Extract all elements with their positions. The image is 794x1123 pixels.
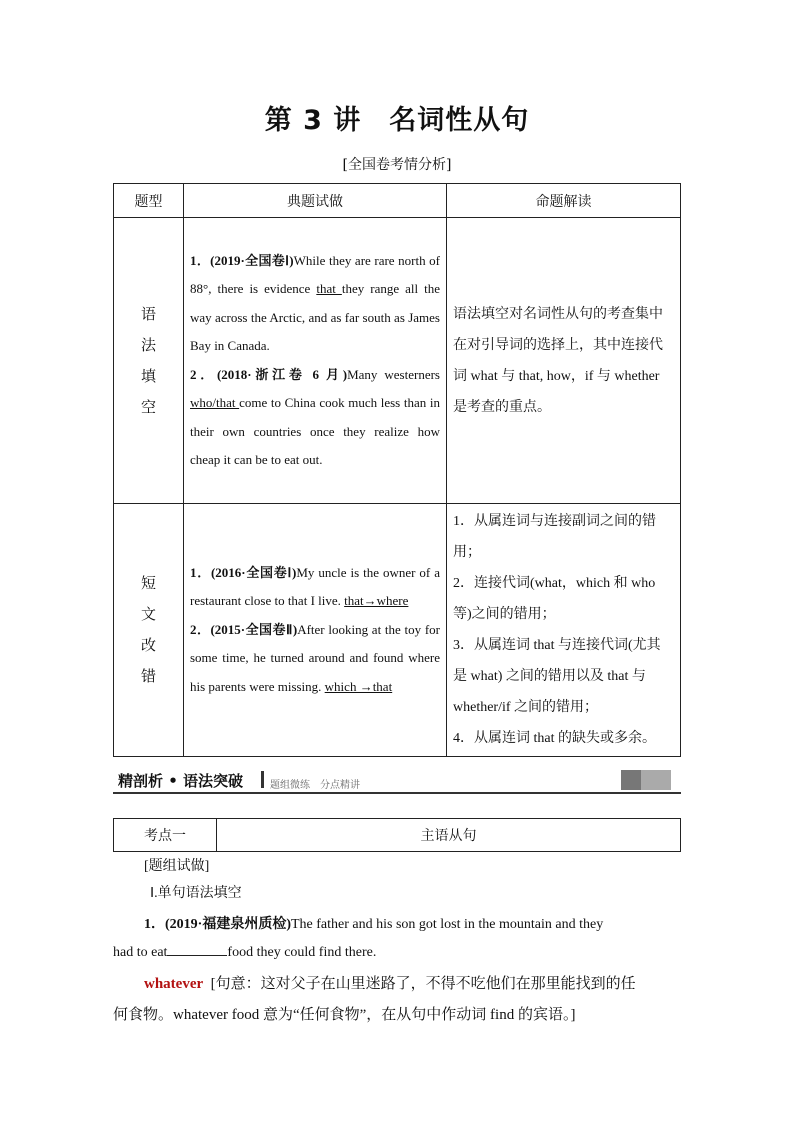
item-text: come to China cook much less than in their own countries once they realize how cheap it can be to eat out. [190, 395, 440, 467]
point-topic: 主语从句 [217, 819, 681, 852]
banner-subtitle: 题组微练 分点精讲 [270, 780, 360, 791]
type-char: 错 [140, 667, 156, 685]
item-text: After looking at the toy for some time, he turned around and found where his parents were missing. [190, 621, 440, 694]
examples-cell [184, 218, 447, 504]
type-cell [114, 218, 184, 504]
question-text: food they could find there. [227, 945, 377, 960]
item-source: (2016·全国卷Ⅰ) [210, 564, 297, 580]
header-type: 题型 [114, 184, 184, 218]
explanation-text: [句意：这对父子在山里迷路了，不得不吃他们在那里能找到的任 [210, 976, 636, 992]
analysis-cell [447, 504, 681, 757]
header-analysis: 命题解读 [447, 184, 681, 218]
examples-cell [184, 504, 447, 757]
answer-text: whatever [144, 976, 204, 992]
item-source: (2018·浙江卷 6 月) [216, 366, 348, 382]
analysis-cell [447, 218, 681, 504]
question-line [144, 913, 684, 933]
type-char: 填 [140, 366, 156, 385]
item-number: 2． [190, 621, 211, 637]
item-answer: that→where [344, 593, 409, 609]
analysis-text: 语法填空对名词性从句的考查集中在对引导词的选择上，其中连接代词 what 与 that, how，if 与 whether 是考查的重点。 [453, 306, 663, 415]
item-source: (2019·全国卷Ⅰ) [210, 252, 294, 268]
example-item [190, 559, 440, 616]
page-title: 第 3 讲 名词性从句 [264, 105, 530, 136]
item-number: 2． [190, 366, 217, 382]
item-text: While they are rare north of 88°, there is evidence [190, 252, 440, 296]
section-banner [113, 768, 681, 794]
table-row [114, 218, 681, 504]
type-char: 文 [140, 605, 156, 623]
analysis-text: 1．从属连词与连接副词之间的错用； [453, 514, 656, 560]
answer-blank [167, 943, 227, 956]
explanation-text: 何食物。whatever food 意为“任何食物”，在从句中作动词 find 的宾语。] [113, 1007, 576, 1023]
analysis-text: 2．连接代词(what，which 和 who 等)之间的错用； [453, 576, 656, 622]
item-source: (2015·全国卷Ⅱ) [210, 621, 298, 637]
table-caption: [全国卷考情分析] [342, 157, 452, 173]
type-char: 改 [140, 636, 156, 654]
point-row [114, 819, 681, 852]
analysis-text: 4．从属连词 that 的缺失或多余。 [453, 731, 656, 746]
type-char: 法 [140, 335, 156, 354]
table-header-row [114, 184, 681, 218]
analysis-text: 3．从属连词 that 与连接代词(尤其是 what) 之间的错用以及 that 与 whether/if 之间的错用； [453, 638, 661, 715]
question-source: 1．(2019·福建泉州质检) [144, 917, 291, 932]
banner-title: 精剖析 • 语法突破 [118, 772, 244, 790]
exam-analysis-table [113, 183, 681, 757]
example-item [190, 247, 440, 361]
table-row [114, 504, 681, 757]
question-line [113, 943, 376, 961]
item-answer: who/that [190, 395, 240, 410]
banner-decoration [621, 770, 671, 790]
group-label: [题组试做] [144, 859, 210, 874]
question-text: had to eat [113, 945, 168, 960]
banner-divider [261, 771, 264, 788]
type-char: 短 [140, 574, 156, 592]
type-cell [114, 504, 184, 757]
explanation-line [144, 972, 636, 993]
type-char: 语 [140, 304, 156, 323]
item-text: Many westerners [347, 366, 440, 382]
item-answer: that [316, 281, 342, 296]
type-char: 空 [140, 397, 156, 416]
example-item [190, 616, 440, 702]
item-number: 1． [190, 564, 211, 580]
item-answer: which →that [324, 678, 393, 694]
header-examples: 典题试做 [184, 184, 447, 218]
item-text: they range all the way across the Arctic, and as far south as James Bay in Canada. [190, 281, 440, 353]
item-text: My uncle is the owner of a restaurant close to that I live. [190, 564, 440, 609]
question-text: The father and his son got lost in the mountain and they [291, 917, 604, 932]
example-item [190, 361, 440, 475]
item-number: 1． [190, 252, 211, 268]
point-label: 考点一 [114, 819, 217, 852]
part-heading: Ⅰ.单句语法填空 [150, 886, 242, 901]
explanation-line [113, 1003, 575, 1024]
point-header-table [113, 818, 681, 852]
